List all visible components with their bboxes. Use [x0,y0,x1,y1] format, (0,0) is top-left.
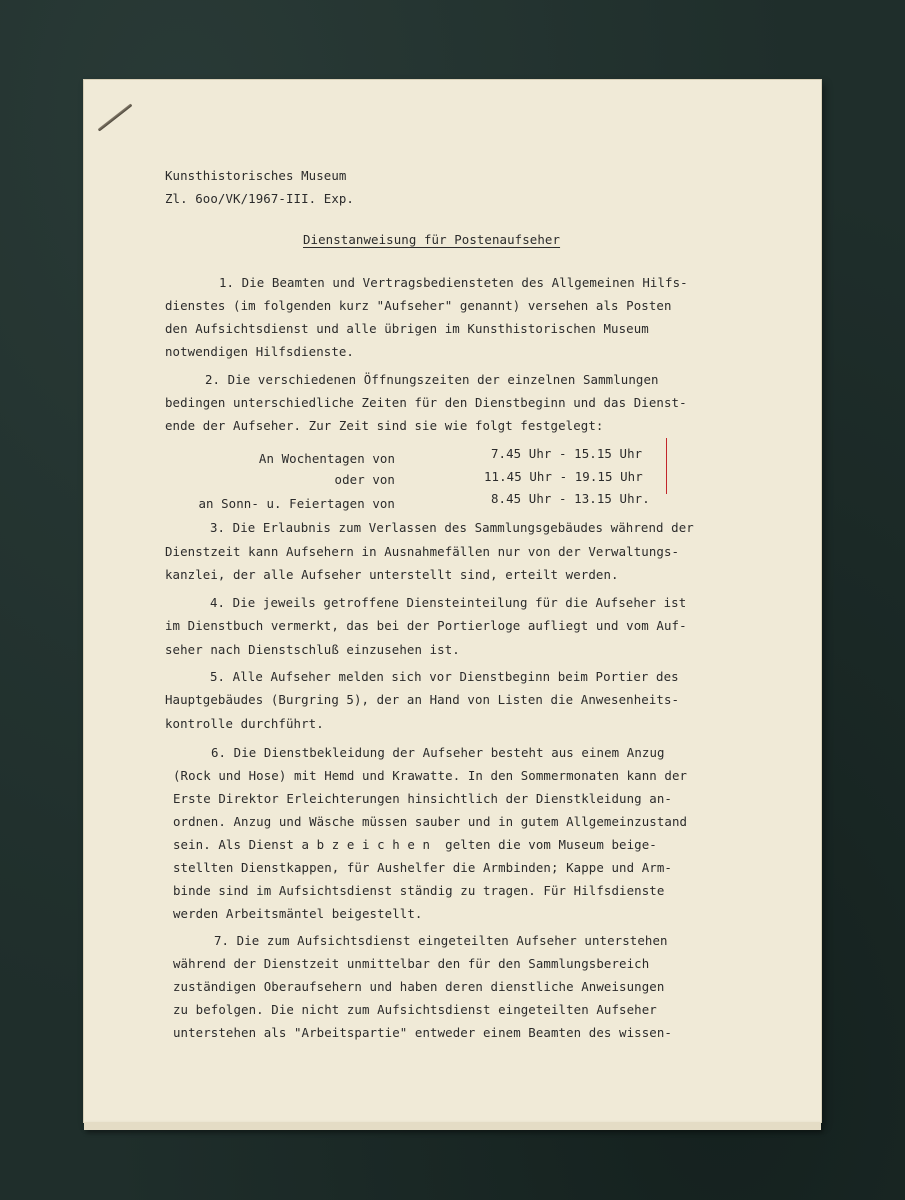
paragraph-3-line-2: Dienstzeit kann Aufsehern in Ausnahmefällen nur von der Verwaltungs- [165,544,680,559]
paragraph-1-line-4: notwendigen Hilfsdienste. [165,344,354,359]
schedule-time-1: 7.45 Uhr - 15.15 Uhr [491,446,643,461]
paragraph-7-line-3: zuständigen Oberaufsehern und haben deren dienstliche Anweisungen [173,979,665,994]
paragraph-1-line-1: 1. Die Beamten und Vertragsbediensteten des Allgemeinen Hilfs- [219,275,688,290]
paragraph-5-line-1: 5. Alle Aufseher melden sich vor Dienstbeginn beim Portier des [210,669,679,684]
paragraph-4-line-2: im Dienstbuch vermerkt, das bei der Portierloge aufliegt und vom Auf- [165,618,687,633]
paragraph-4-line-3: seher nach Dienstschluß einzusehen ist. [165,642,460,657]
paragraph-7-line-1: 7. Die zum Aufsichtsdienst eingeteilten Aufseher unterstehen [214,933,668,948]
paragraph-6-line-2: (Rock und Hose) mit Hemd und Krawatte. In den Sommermonaten kann der [173,768,688,783]
paragraph-1-line-2: dienstes (im folgenden kurz "Aufseher" genannt) versehen als Posten [165,298,672,313]
paragraph-5-line-2: Hauptgebäudes (Burgring 5), der an Hand von Listen die Anwesenheits- [165,692,680,707]
paragraph-7-line-4: zu befolgen. Die nicht zum Aufsichtsdienst eingeteilten Aufseher [173,1002,657,1017]
document-title: Dienstanweisung für Postenaufseher [303,232,561,247]
paragraph-1-line-3: den Aufsichtsdienst und alle übrigen im Kunsthistorischen Museum [165,321,649,336]
schedule-time-3: 8.45 Uhr - 13.15 Uhr. [491,491,650,506]
staple-mark [98,103,133,131]
institution-name: Kunsthistorisches Museum [165,168,347,183]
paragraph-5-line-3: kontrolle durchführt. [165,716,324,731]
schedule-label-2: oder von [334,472,395,487]
paragraph-6-line-6: stellten Dienstkappen, für Aushelfer die Armbinden; Kappe und Arm- [173,860,672,875]
schedule-time-2: 11.45 Uhr - 19.15 Uhr [484,469,643,484]
paragraph-6-line-4: ordnen. Anzug und Wäsche müssen sauber und in gutem Allgemeinzustand [173,814,688,829]
paragraph-6-line-3: Erste Direktor Erleichterungen hinsichtlich der Dienstkleidung an- [173,791,672,806]
paragraph-2-line-3: ende der Aufseher. Zur Zeit sind sie wie folgt festgelegt: [165,418,604,433]
paragraph-7-line-2: während der Dienstzeit unmittelbar den für den Sammlungsbereich [173,956,650,971]
paragraph-6-line-8: werden Arbeitsmäntel beigestellt. [173,906,423,921]
paragraph-2-line-2: bedingen unterschiedliche Zeiten für den Dienstbeginn und das Dienst- [165,395,687,410]
reference-number: Zl. 6oo/VK/1967-III. Exp. [165,191,354,206]
document-page [84,80,821,1122]
schedule-label-3: an Sonn- u. Feiertagen von [198,496,395,511]
paragraph-6-line-7: binde sind im Aufsichtsdienst ständig zu tragen. Für Hilfsdienste [173,883,665,898]
paragraph-4-line-1: 4. Die jeweils getroffene Diensteinteilung für die Aufseher ist [210,595,687,610]
paragraph-2-line-1: 2. Die verschiedenen Öffnungszeiten der einzelnen Sammlungen [205,372,659,387]
paragraph-6-line-1: 6. Die Dienstbekleidung der Aufseher besteht aus einem Anzug [211,745,665,760]
paragraph-7-line-5: unterstehen als "Arbeitspartie" entweder einem Beamten des wissen- [173,1025,672,1040]
red-margin-mark [666,438,667,494]
paragraph-6-line-5: sein. Als Dienst a b z e i c h e n gelten die vom Museum beige- [173,837,657,852]
schedule-label-1: An Wochentagen von [258,451,395,466]
paragraph-3-line-1: 3. Die Erlaubnis zum Verlassen des Sammlungsgebäudes während der [210,520,694,535]
paragraph-3-line-3: kanzlei, der alle Aufseher unterstellt sind, erteilt werden. [165,567,619,582]
